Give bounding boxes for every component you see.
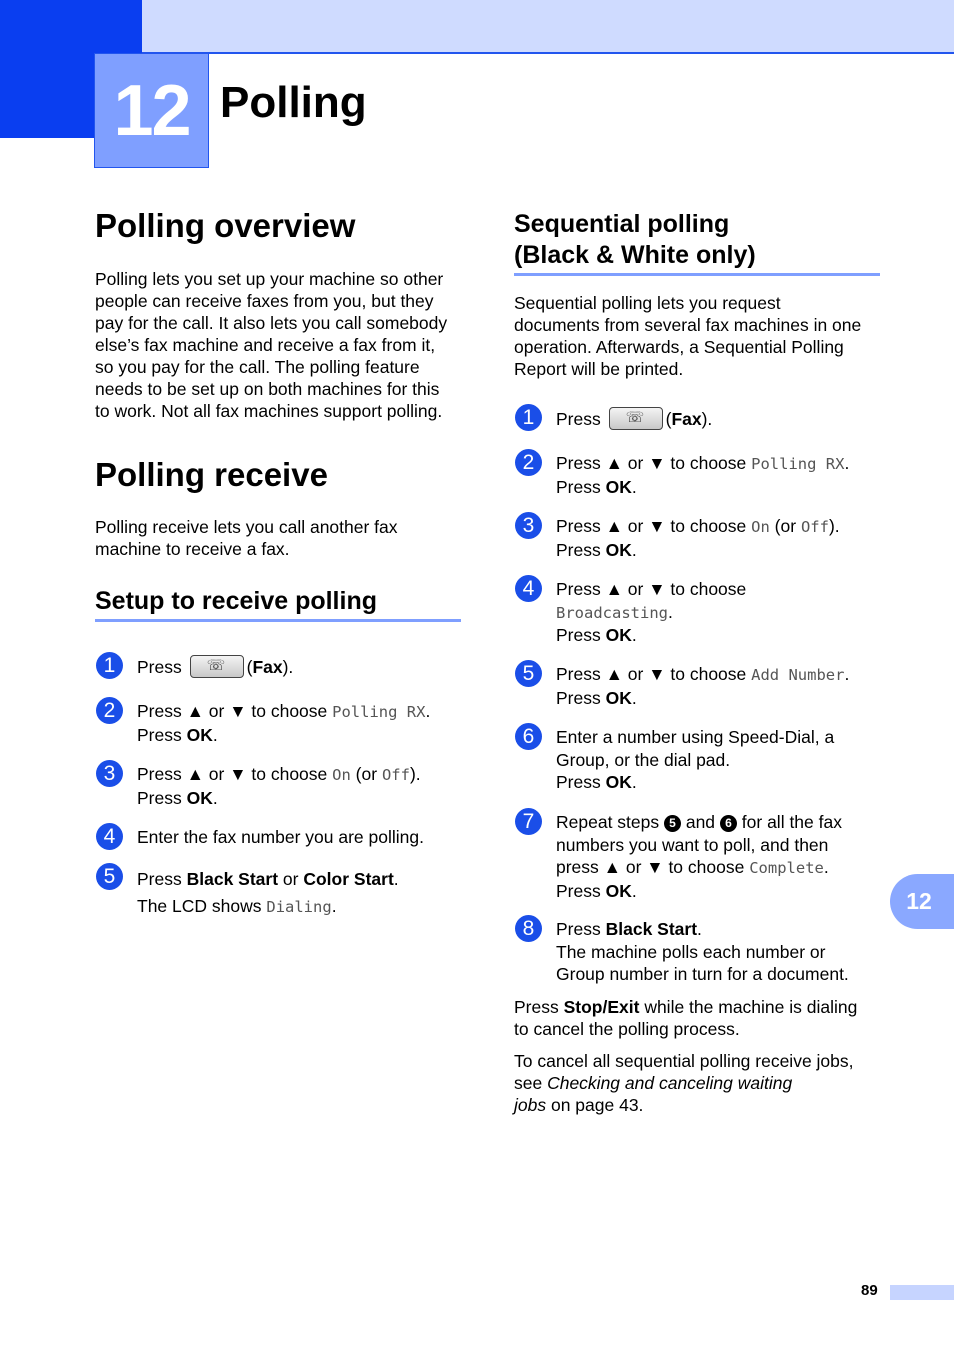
overview-line: else’s fax machine and receive a fax from it, xyxy=(95,335,436,355)
sequential-heading-rule xyxy=(514,273,880,276)
step-ref-6: 6 xyxy=(720,815,737,832)
chapter-title: Polling xyxy=(220,78,367,127)
header-band xyxy=(142,0,954,54)
overview-line: to work. Not all fax machines support polling. xyxy=(95,401,443,421)
polling-receive-heading: Polling receive xyxy=(95,456,328,493)
step-number: 7 xyxy=(515,808,542,835)
intro-line: operation. Afterwards, a Sequential Polling xyxy=(514,337,844,357)
chapter-number: 12 xyxy=(113,70,190,151)
fax-button[interactable] xyxy=(609,407,663,430)
intro-line: Sequential polling lets you request xyxy=(514,293,781,313)
receive-line: Polling receive lets you call another fax xyxy=(95,517,398,537)
receive-line: machine to receive a fax. xyxy=(95,539,290,559)
step-number: 8 xyxy=(515,915,542,942)
step-number: 5 xyxy=(515,660,542,687)
footer-bar xyxy=(890,1285,954,1300)
cross-reference-link[interactable]: Checking and canceling waiting xyxy=(547,1073,793,1093)
polling-overview-heading: Polling overview xyxy=(95,207,356,244)
overview-line: Polling lets you set up your machine so other xyxy=(95,269,444,289)
overview-line: needs to be set up on both machines for this xyxy=(95,379,440,399)
overview-line: pay for the call. It also lets you call somebody xyxy=(95,313,448,333)
step-number: 1 xyxy=(515,404,542,431)
overview-line: so you pay for the call. The polling feature xyxy=(95,357,420,377)
chapter-side-tab: 12 xyxy=(890,874,954,929)
step-number: 4 xyxy=(96,823,123,850)
fax-icon: ☏ xyxy=(206,657,226,674)
setup-heading-rule xyxy=(95,619,461,622)
step-number: 4 xyxy=(515,575,542,602)
step-number: 5 xyxy=(96,863,123,890)
step-number: 1 xyxy=(96,652,123,679)
step-number: 6 xyxy=(515,723,542,750)
setup-heading: Setup to receive polling xyxy=(95,587,377,615)
overview-line: people can receive faxes from you, but they xyxy=(95,291,434,311)
step-ref-5: 5 xyxy=(664,815,681,832)
cancel-jobs-note: To cancel all sequential polling receive jobs, see Checking and canceling waiting jobs on page 43. xyxy=(514,1051,854,1115)
step-number: 3 xyxy=(515,512,542,539)
step-number: 2 xyxy=(515,449,542,476)
fax-button[interactable] xyxy=(190,655,244,678)
polling-receive-text xyxy=(95,516,398,560)
sequential-polling-heading: Sequential polling (Black & White only) xyxy=(514,210,756,269)
stop-exit-note: Press Stop/Exit while the machine is dialing to cancel the polling process. xyxy=(514,997,858,1039)
step-number: 3 xyxy=(96,760,123,787)
step-number: 2 xyxy=(96,697,123,724)
polling-overview-text xyxy=(95,268,447,422)
chapter-number-box xyxy=(94,53,209,168)
fax-icon: ☏ xyxy=(625,409,645,426)
intro-line: Report will be printed. xyxy=(514,359,684,379)
page-number: 89 xyxy=(861,1282,878,1299)
intro-line: documents from several fax machines in one xyxy=(514,315,862,335)
sequential-intro-text xyxy=(514,292,861,380)
cross-reference-link-cont[interactable]: jobs xyxy=(514,1095,547,1115)
